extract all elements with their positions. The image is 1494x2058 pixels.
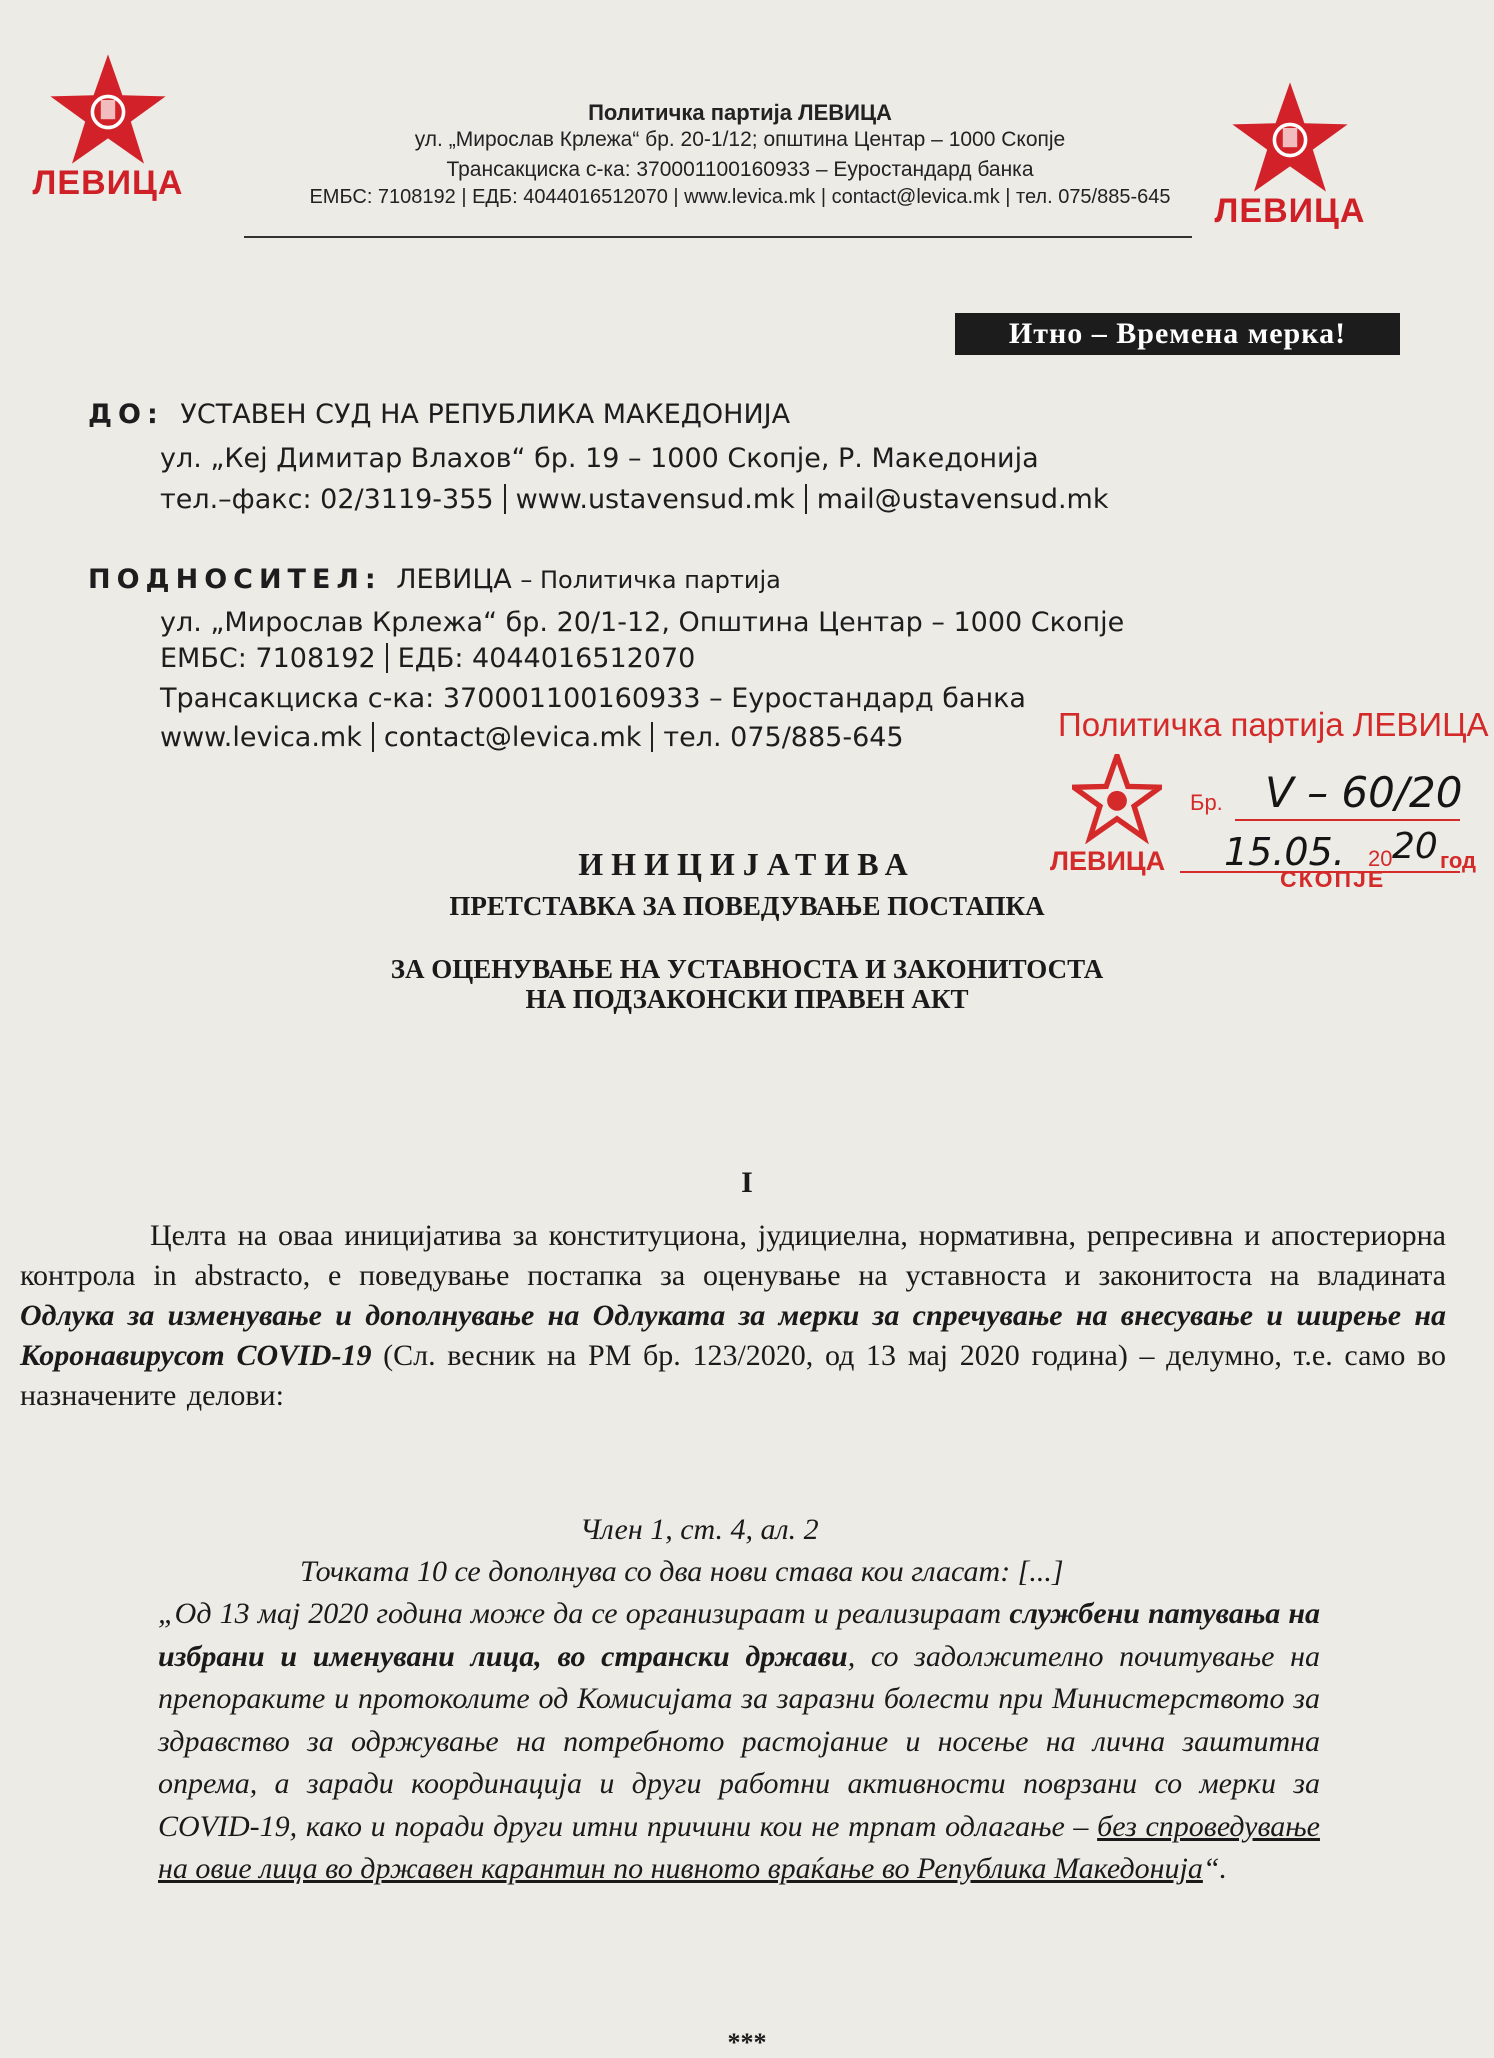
logo-text: ЛЕВИЦА: [1214, 192, 1366, 230]
letterhead-ids: ЕМБС: 7108192 | ЕДБ: 4044016512070 | www.levica.mk | contact@levica.mk | тел. 075/885-645: [309, 186, 1171, 208]
submitter-edb: ЕДБ: 4044016512070: [397, 643, 696, 674]
star-fist-icon: [48, 52, 168, 172]
quote-underlined: без спроведување на овие лица во државен карантин по нивното враќање во Република Македонија: [158, 1809, 1320, 1885]
divider: [504, 484, 506, 514]
submitter-name: ЛЕВИЦА: [396, 564, 512, 595]
stamp-city: СКОПЈЕ: [1280, 866, 1386, 892]
quote-bold: службени патувања на избрани и именувани лица, во странски држави: [158, 1597, 1320, 1673]
document-subtitle-2: ЗА ОЦЕНУВАЊЕ НА УСТАВНОСТА И ЗАКОНИТОСТА: [390, 954, 1104, 984]
addition-text: Точката 10 се дополнува со два нови става кои гласат: [...]: [300, 1555, 1064, 1588]
submitter-type: – Политичка партија: [520, 566, 781, 594]
submitter-mail: contact@levica.mk: [383, 722, 642, 753]
divider: [805, 484, 807, 514]
body-paragraph: [20, 1216, 1446, 1416]
body-text-1: Целта на оваа иницијатива за конституциона, јудициелна, нормативна, репресивна и апостериорна контрола in abstracto, е поведување постапка за оценување на уставноста и законитоста на владината: [20, 1219, 1446, 1292]
submitter-web: www.levica.mk: [160, 722, 362, 753]
quote-text-1: „Од 13 мај 2020 година може да се организираат и реализираат: [158, 1597, 1002, 1630]
submitter-contacts: [160, 722, 904, 753]
stamp-title: Политичка партија ЛЕВИЦА: [1058, 706, 1489, 743]
document-subtitle-1: ПРЕТСТАВКА ЗА ПОВЕДУВАЊЕ ПОСТАПКА: [449, 891, 1045, 921]
letterhead-divider: [244, 236, 1192, 238]
letterhead-party: Политичка партија ЛЕВИЦА: [588, 100, 892, 125]
stamp-number: V – 60/20: [1265, 768, 1463, 817]
star-fist-icon: [1230, 80, 1350, 200]
submitter-address: ул. „Мирослав Крлежа“ бр. 20/1-12, Општина Центар – 1000 Скопје: [160, 607, 1125, 638]
levica-logo-left: [8, 52, 208, 212]
quote-text-2: , со задолжително почитување на препораките и протоколите од Комисијата за заразни болести при Министерството за здравство за одржување на потребното растојание и носење на лична заштитна опрема, а заради координација и други работни активности поврзани со мерки за COVID-19, како и поради други итни причини кои не трпат одлагање –: [158, 1639, 1320, 1843]
stamp-date: 15.05.: [1224, 830, 1345, 874]
urgent-banner: Итно – Времена мерка!: [955, 313, 1400, 355]
stamp-god: год: [1440, 848, 1476, 873]
stamp-year: 20: [1392, 826, 1438, 867]
recipient-mail: mail@ustavensud.mk: [816, 484, 1109, 515]
recipient-contacts: [160, 484, 1109, 515]
quoted-provision: [158, 1593, 1320, 1891]
submitter-label: ПОДНОСИТЕЛ:: [88, 564, 382, 595]
stamp-number-line: [1235, 819, 1460, 821]
recipient-phone: тел.–факс: 02/3119-355: [160, 484, 494, 515]
submitter-line-1: [88, 564, 781, 595]
stamp-year-prefix: 20: [1368, 846, 1393, 871]
letterhead-bank: Трансакциска с-ка: 370001100160933 – Еуростандард банка: [446, 158, 1034, 181]
recipient-label: ДО:: [88, 399, 164, 430]
divider: [372, 722, 374, 752]
document-title: ИНИЦИЈАТИВА: [578, 846, 916, 882]
stamp-brand: ЛЕВИЦА: [1050, 846, 1166, 876]
divider: [386, 643, 388, 673]
divider: [651, 722, 653, 752]
body-text-2: (Сл. весник на РМ бр. 123/2020, од 13 мај 2020 година) – делумно, т.е. само во назначените делови:: [20, 1339, 1446, 1412]
section-number: I: [741, 1166, 753, 1199]
recipient-web: www.ustavensud.mk: [515, 484, 795, 515]
quote-end: “.: [1202, 1852, 1228, 1885]
stamp-number-label: Бр.: [1190, 790, 1223, 815]
document-subtitle-3: НА ПОДЗАКОНСКИ ПРАВЕН АКТ: [525, 984, 969, 1014]
recipient-name: УСТАВЕН СУД НА РЕПУБЛИКА МАКЕДОНИЈА: [180, 399, 791, 430]
decision-title: Одлука за изменување и дополнување на Одлуката за мерки за спречување на внесување и ширење на Коронавирусот COVID-19: [20, 1299, 1446, 1372]
letterhead-address: ул. „Мирослав Крлежа“ бр. 20-1/12; општина Центар – 1000 Скопје: [414, 128, 1066, 151]
article-reference: Член 1, ст. 4, ал. 2: [580, 1513, 819, 1546]
submitter-bank: Трансакциска с-ка: 370001100160933 – Еуростандард банка: [160, 683, 1026, 714]
submitter-embs: ЕМБС: 7108192: [160, 643, 376, 674]
submitter-ids: [160, 643, 695, 674]
recipient-address: ул. „Кеј Димитар Влахов“ бр. 19 – 1000 Скопје, Р. Македонија: [160, 443, 1039, 474]
stars-separator: ***: [727, 2028, 767, 2057]
recipient-line-1: [88, 399, 790, 430]
star-fist-icon: [1072, 754, 1162, 844]
submitter-phone: тел. 075/885-645: [663, 722, 904, 753]
logo-text: ЛЕВИЦА: [32, 164, 184, 202]
